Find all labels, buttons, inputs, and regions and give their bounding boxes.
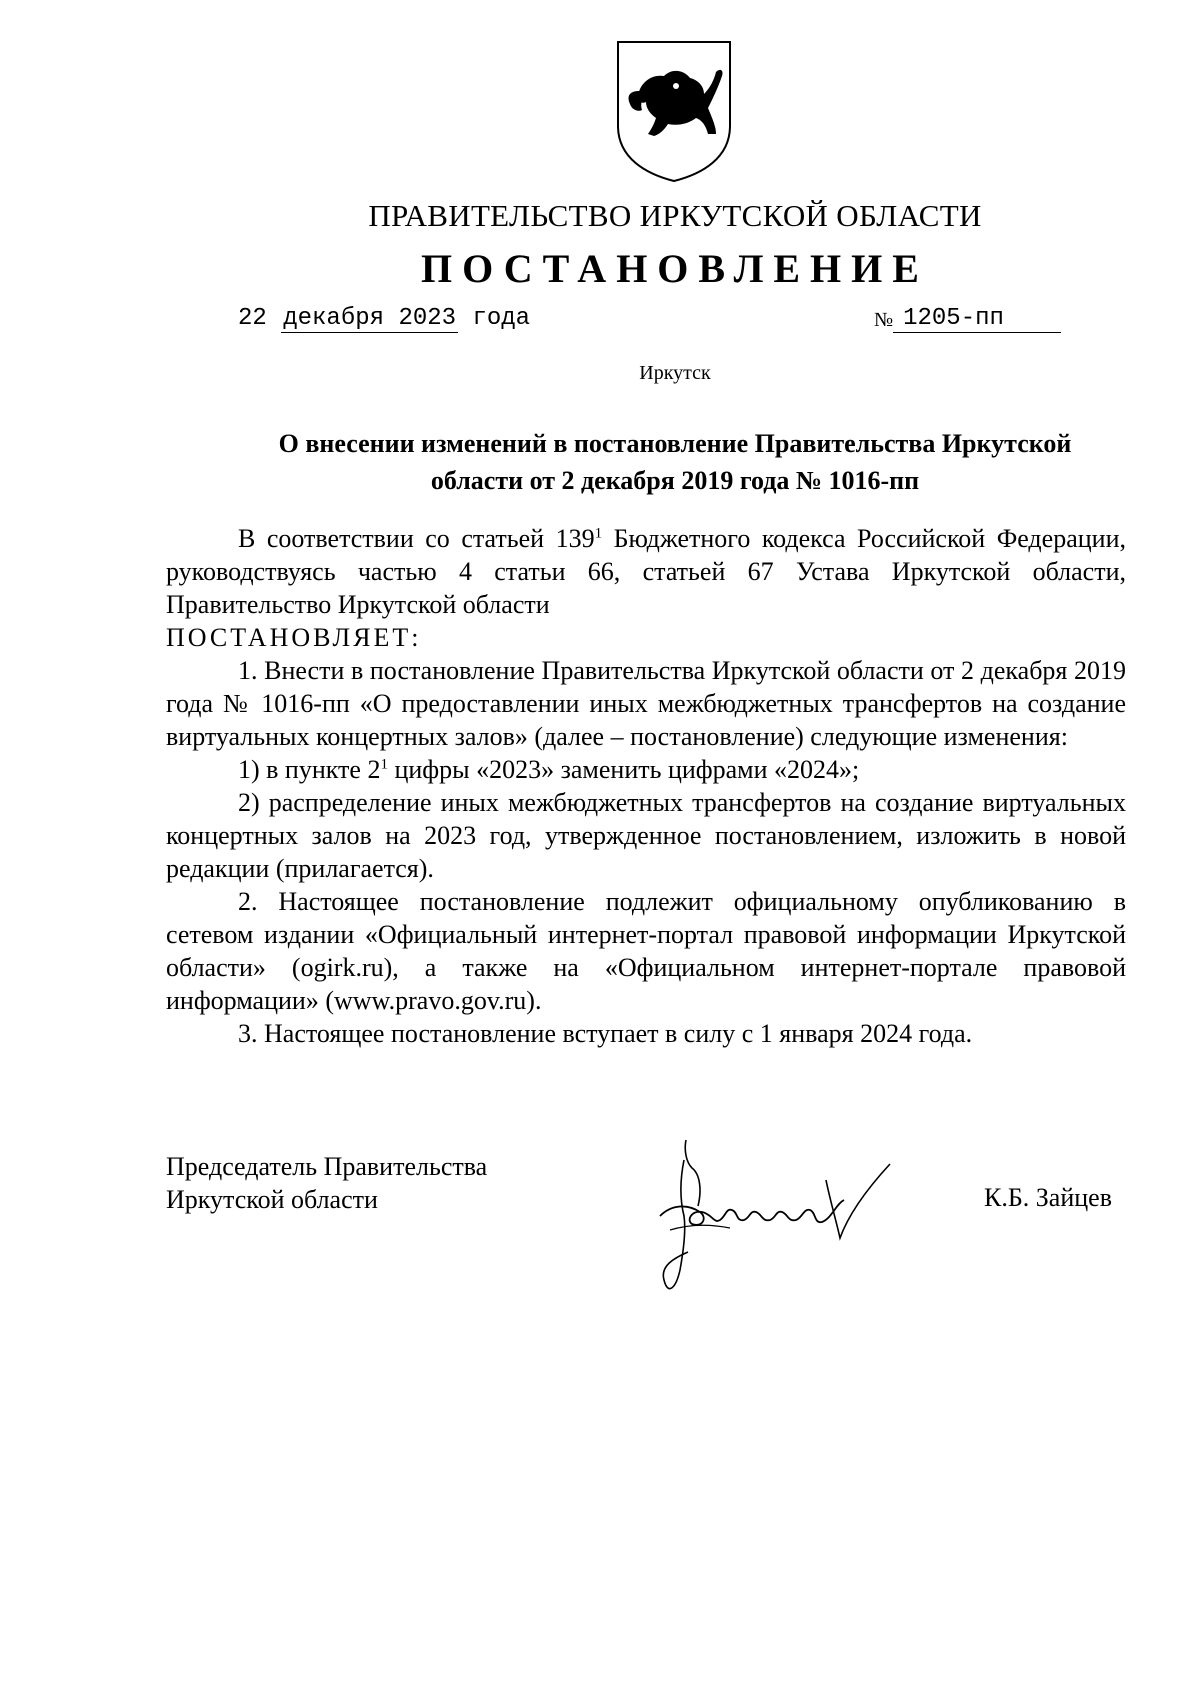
item-2-paragraph: 2. Настоящее постановление подлежит официальному опубликованию в сетевом издании «Официальный интернет-портал правовой информации Иркутской области» (ogirk.ru), а также на «Официальном интернет-портале правовой информации» (www.pravo.gov.ru). <box>166 887 1126 1015</box>
city-name: Иркутск <box>639 362 711 384</box>
preamble-text-a: В соответствии со статьей 139 <box>238 524 595 553</box>
signer-position-line-1: Председатель Правительства <box>166 1152 488 1181</box>
date-day: 22 <box>238 305 267 332</box>
decree-word: ПОСТАНОВЛЯЕТ: <box>166 623 422 652</box>
signer-name: К.Б. Зайцев <box>984 1183 1112 1212</box>
subject-line-2: области от 2 декабря 2019 года № 1016-пп <box>430 466 920 495</box>
handwritten-signature <box>640 1120 930 1310</box>
date-month-year: декабря 2023 <box>283 305 457 332</box>
item-1-paragraph: 1. Внести в постановление Правительства Иркутской области от 2 декабря 2019 года № 1016-пп «О предоставлении иных межбюджетных трансфертов на создание виртуальных концертных залов» (далее – постановление) следующие изменения: <box>166 656 1126 751</box>
item-1-1-superscript: 1 <box>380 756 388 773</box>
preamble-text-b: Бюджетного кодекса Российской Федерации, руководствуясь частью 4 статьи 66, статьей 67 Устава Иркутской области, Правительство Иркутской области <box>166 524 1126 619</box>
government-name: ПРАВИТЕЛЬСТВО ИРКУТСКОЙ ОБЛАСТИ <box>368 198 982 233</box>
subject-line-1: О внесении изменений в постановление Правительства Иркутской <box>278 429 1072 458</box>
document-date <box>238 305 530 333</box>
item-1-1-text-b: цифры «2023» заменить цифрами «2024»; <box>387 755 860 784</box>
signer-position <box>166 1150 487 1216</box>
number-value: 1205-пп <box>893 305 1061 333</box>
document-subject <box>160 425 1190 499</box>
document-number <box>874 305 1061 333</box>
item-1-1-paragraph <box>166 753 1126 786</box>
number-sign: № <box>874 309 894 331</box>
item-3-paragraph: 3. Настоящее постановление вступает в силу с 1 января 2024 года. <box>238 1019 973 1048</box>
signer-position-line-2: Иркутской области <box>166 1185 378 1214</box>
item-1-1-text-a: 1) в пункте 2 <box>238 755 381 784</box>
document-body <box>166 522 1126 1050</box>
date-suffix: года <box>472 305 531 332</box>
coat-of-arms-icon <box>612 38 736 184</box>
preamble-superscript: 1 <box>594 525 603 542</box>
item-1-2-paragraph: 2) распределение иных межбюджетных трансфертов на создание виртуальных концертных залов на 2023 год, утвержденное постановлением, изложить в новой редакции (прилагается). <box>166 788 1126 883</box>
document-type-title: ПОСТАНОВЛЕНИЕ <box>421 246 929 291</box>
preamble-paragraph <box>166 522 1126 621</box>
